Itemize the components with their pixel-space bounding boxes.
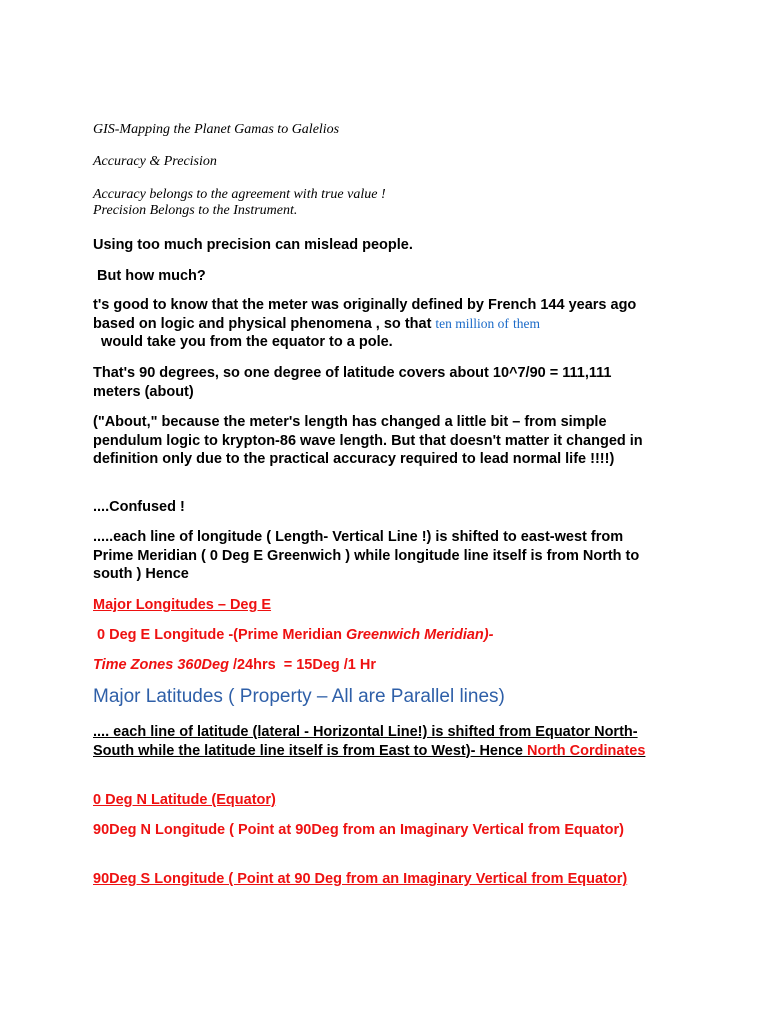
accuracy-block bbox=[93, 187, 693, 219]
meter-text-a: t's good to know that the meter was originally defined by French 144 years ago based on logic and physical phenomena , so that bbox=[93, 297, 637, 332]
time-zones-text: Time Zones 360Deg bbox=[93, 657, 233, 673]
latitude-text: .... each line of latitude (lateral - Horizontal Line!) is shifted from Equator North-South while the latitude line itself is from East to West)- Hence bbox=[93, 724, 638, 759]
zero-longitude-line bbox=[93, 626, 693, 645]
accuracy-line-2: Precision Belongs to the Instrument. bbox=[93, 203, 298, 218]
them-link[interactable]: them bbox=[512, 315, 540, 331]
paragraph-precision: Using too much precision can mislead people. bbox=[93, 237, 413, 253]
paragraph-degrees: That's 90 degrees, so one degree of latitude covers about 10^7/90 = 111,111 meters (about) bbox=[93, 365, 612, 400]
north-cordinates-text: North Cordinates bbox=[527, 742, 646, 759]
paragraph-about: ("About," because the meter's length has changed a little bit – from simple pendulum logic to krypton-86 wave length. But that doesn't matter it changed in definition only due to the practical accuracy required to lead normal life !!!!) bbox=[93, 414, 643, 467]
doc-subtitle: Accuracy & Precision bbox=[93, 154, 217, 169]
time-zones-line bbox=[93, 656, 693, 675]
paragraph-longitude: .....each line of longitude ( Length- Vertical Line !) is shifted to east-west from Prime Meridian ( 0 Deg E Greenwich ) while longitude line itself is from North to south ) Hence bbox=[93, 529, 640, 582]
paragraph-how-much: But how much? bbox=[93, 268, 206, 284]
greenwich-text: Greenwich Meridian)- bbox=[345, 627, 494, 643]
meter-text-b: would take you from the equator to a pole. bbox=[93, 334, 393, 350]
accuracy-line-1: Accuracy belongs to the agreement with true value ! bbox=[93, 187, 386, 202]
zero-latitude-line: 0 Deg N Latitude (Equator) bbox=[93, 792, 276, 808]
time-zones-rate: /24hrs = 15Deg /1 Hr bbox=[232, 657, 377, 673]
zero-longitude-text: 0 Deg E Longitude -(Prime Meridian bbox=[93, 627, 346, 643]
ninety-south-line: 90Deg S Longitude ( Point at 90 Deg from an Imaginary Vertical from Equator) bbox=[93, 871, 628, 887]
major-latitudes-heading: Major Latitudes ( Property – All are Parallel lines) bbox=[93, 686, 505, 707]
paragraph-latitude bbox=[93, 723, 673, 760]
ten-million-link[interactable]: ten million of bbox=[435, 315, 509, 331]
doc-title: GIS-Mapping the Planet Gamas to Galelios bbox=[93, 122, 340, 137]
paragraph-meter bbox=[93, 296, 678, 352]
paragraph-confused: ....Confused ! bbox=[93, 499, 185, 515]
ninety-north-line: 90Deg N Longitude ( Point at 90Deg from an Imaginary Vertical from Equator) bbox=[93, 822, 624, 838]
major-longitudes-heading: Major Longitudes – Deg E bbox=[93, 597, 272, 613]
